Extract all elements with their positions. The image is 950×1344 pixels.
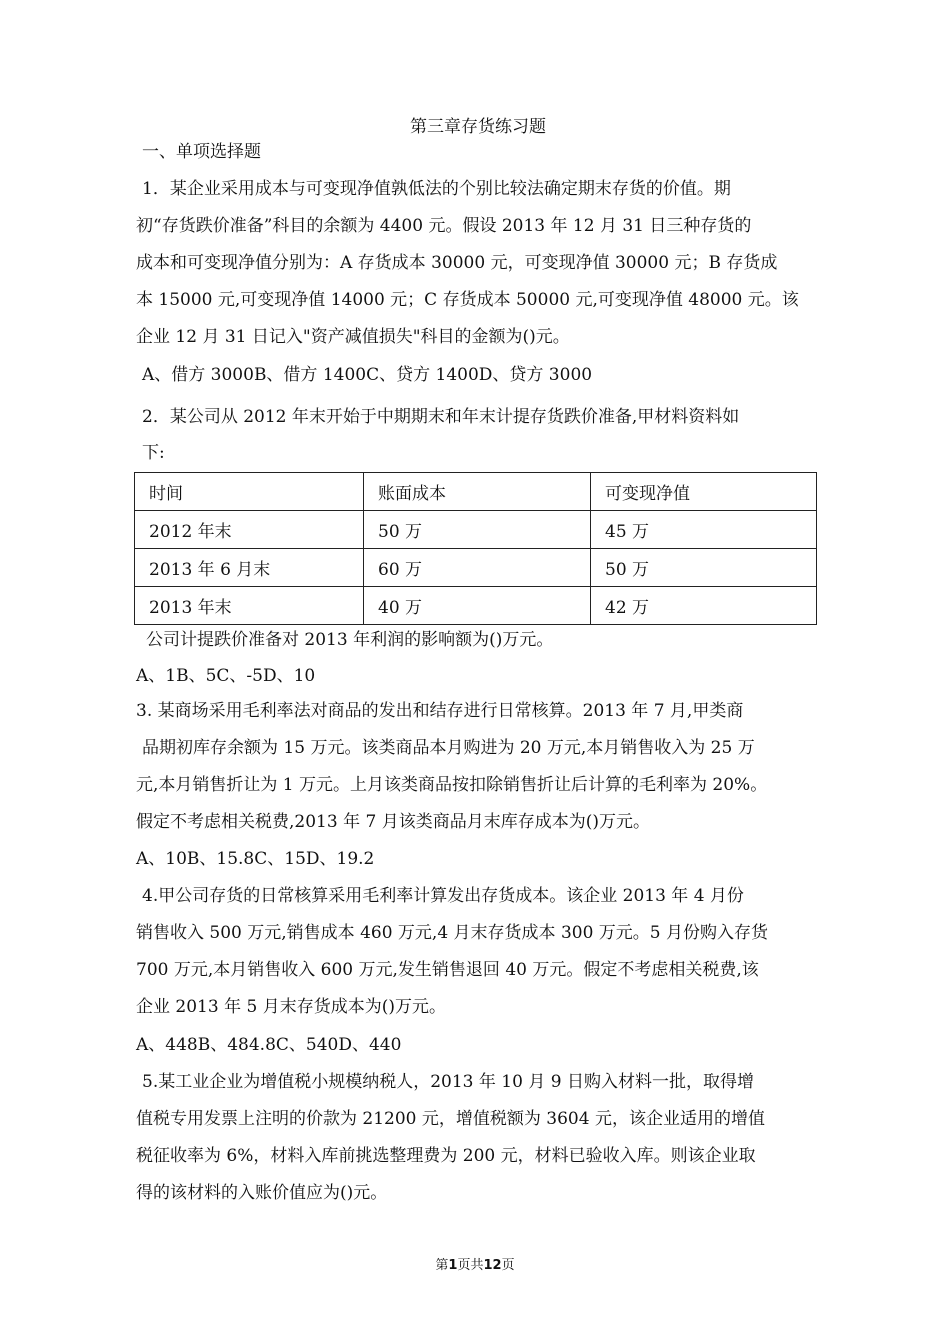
q1-line-3: 成本和可变现净值分别为：A 存货成本 30000 元，可变现净值 30000 元；B 存货成 [136,253,778,273]
q4-line-4: 企业 2013 年 5 月末存货成本为()万元。 [136,997,446,1017]
q1-line-2: 初“存货跌价准备”科目的余额为 4400 元。假设 2013 年 12 月 31 日三种存货的 [136,216,752,236]
table-row [135,549,817,587]
q5-line-1: 5.某工业企业为增值税小规模纳税人，2013 年 10 月 9 日购入材料一批，取得增 [142,1072,754,1092]
q3-line-4: 假定不考虑相关税费,2013 年 7 月该类商品月末库存成本为()万元。 [136,812,650,832]
q1-options: A、借方 3000B、借方 1400C、贷方 1400D、贷方 3000 [142,365,593,385]
q2-options: A、1B、5C、-5D、10 [136,666,316,686]
q1-line-4: 本 15000 元,可变现净值 14000 元；C 存货成本 50000 元,可变现净值 48000 元。该 [136,290,799,310]
table-cell: 50 万 [364,511,591,549]
table-cell: 45 万 [591,511,817,549]
table-cell: 42 万 [591,587,817,625]
table-cell: 60 万 [364,549,591,587]
table-row [135,511,817,549]
table-header-cell: 时间 [135,473,364,511]
q3-options: A、10B、15.8C、15D、19.2 [136,849,375,869]
inventory-data-table [134,472,817,625]
section-heading: 一、单项选择题 [142,142,261,162]
q3-line-1: 3. 某商场采用毛利率法对商品的发出和结存进行日常核算。2013 年 7 月,甲类商 [136,701,744,721]
footer-text: 页 [501,1258,515,1273]
table-cell: 50 万 [591,549,817,587]
table-header-row [135,473,817,511]
q4-options: A、448B、484.8C、540D、440 [136,1035,402,1055]
table-cell: 2013 年末 [135,587,364,625]
footer-text: 页共 [457,1258,484,1273]
footer-text: 第 [435,1258,449,1273]
q3-line-2: 品期初库存余额为 15 万元。该类商品本月购进为 20 万元,本月销售收入为 25 万 [142,738,755,758]
table-cell: 2013 年 6 月末 [135,549,364,587]
table-row [135,587,817,625]
table-header-cell: 可变现净值 [591,473,817,511]
q2-line-1: 2．某公司从 2012 年末开始于中期期末和年末计提存货跌价准备,甲材料资料如 [142,407,740,427]
q5-line-3: 税征收率为 6%，材料入库前挑选整理费为 200 元，材料已验收入库。则该企业取 [136,1146,756,1166]
q5-line-4: 得的该材料的入账价值应为()元。 [136,1183,388,1203]
document-title: 第三章存货练习题 [410,117,546,137]
page-footer [0,1254,950,1273]
q4-line-1: 4.甲公司存货的日常核算采用毛利率计算发出存货成本。该企业 2013 年 4 月份 [142,886,744,906]
footer-total-pages: 12 [483,1258,502,1273]
q5-line-2: 值税专用发票上注明的价款为 21200 元，增值税额为 3604 元，该企业适用的增值 [136,1109,765,1129]
q4-line-3: 700 万元,本月销售收入 600 万元,发生销售退回 40 万元。假定不考虑相关税费,该 [136,960,759,980]
q4-line-2: 销售收入 500 万元,销售成本 460 万元,4 月末存货成本 300 万元。5 月份购入存货 [136,923,769,943]
footer-page-number: 1 [448,1258,458,1273]
q3-line-3: 元,本月销售折让为 1 万元。上月该类商品按扣除销售折让后计算的毛利率为 20%。 [136,775,768,795]
q2-line-2: 下: [142,443,165,463]
table-header-cell: 账面成本 [364,473,591,511]
table-cell: 40 万 [364,587,591,625]
table-cell: 2012 年末 [135,511,364,549]
q1-line-1: 1．某企业采用成本与可变现净值孰低法的个别比较法确定期末存货的价值。期 [142,179,731,199]
q2-after-table: 公司计提跌价准备对 2013 年利润的影响额为()万元。 [146,630,554,650]
q1-line-5: 企业 12 月 31 日记入"资产减值损失"科目的金额为()元。 [136,327,570,347]
